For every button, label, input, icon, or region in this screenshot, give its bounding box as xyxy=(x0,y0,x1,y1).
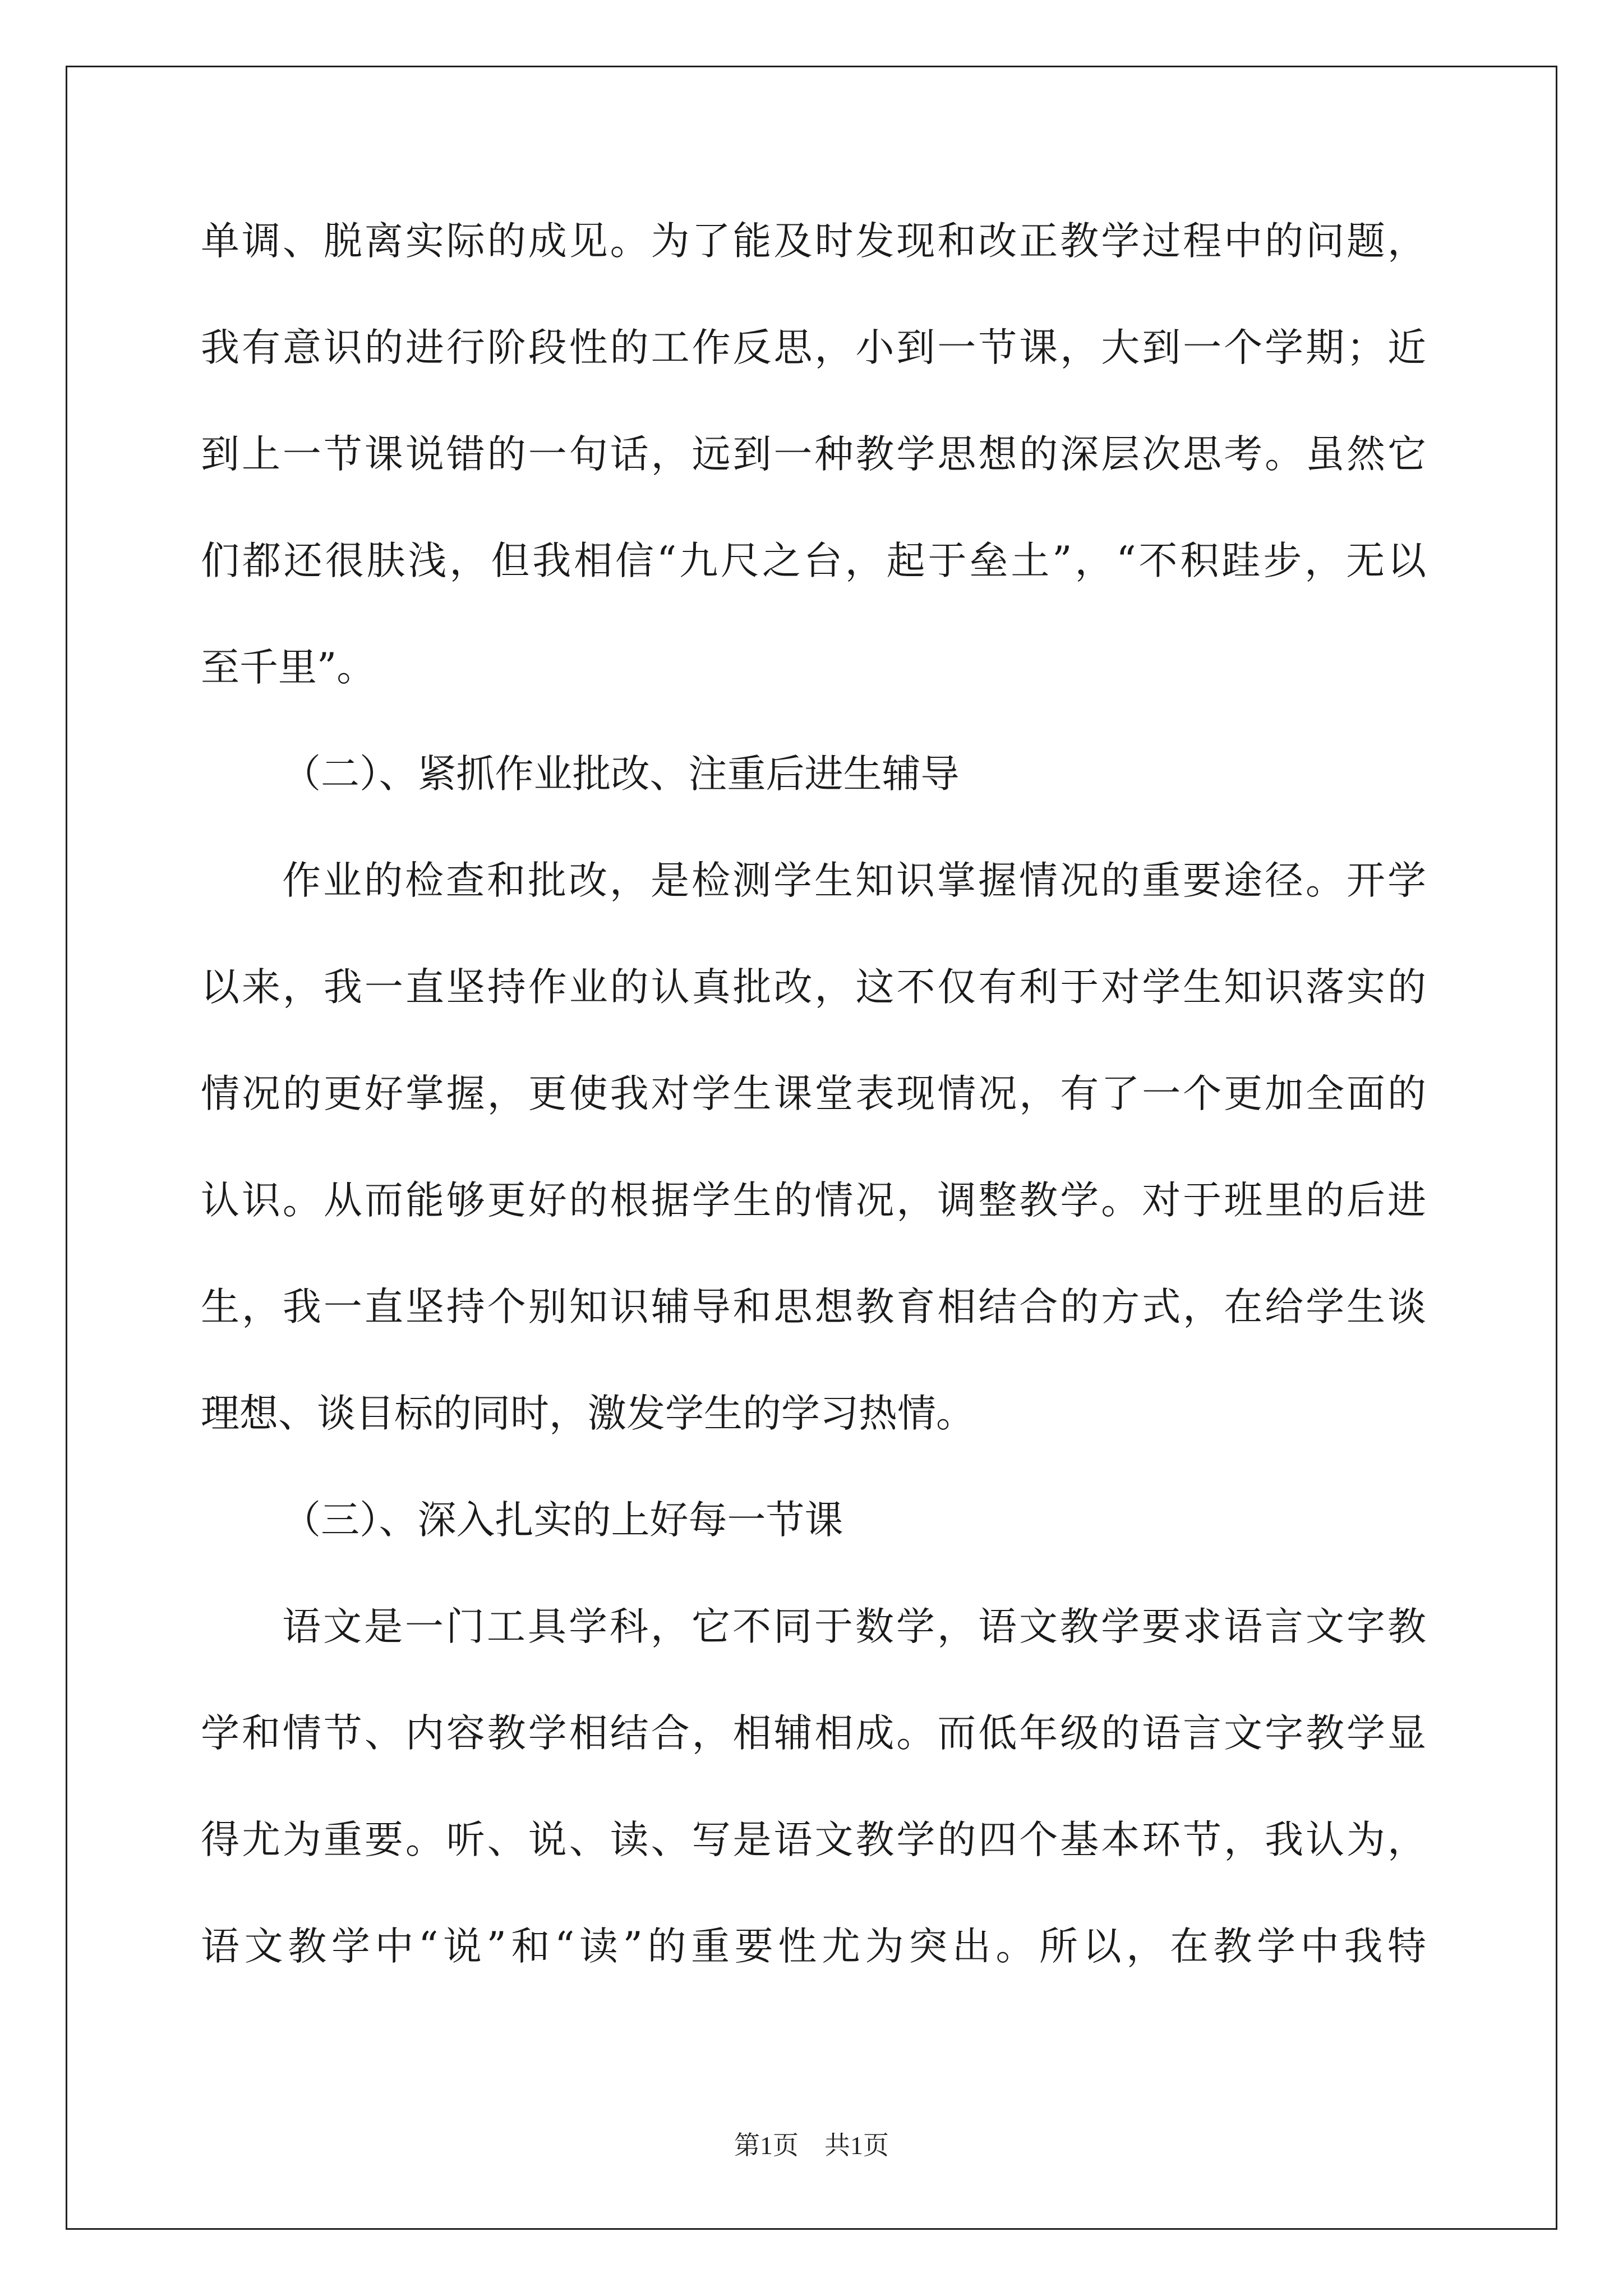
text-line: 认识。从而能够更好的根据学生的情况，调整教学。对于班里的后进 xyxy=(201,1178,1426,1223)
text-line: 情况的更好掌握，更使我对学生课堂表现情况，有了一个更加全面的 xyxy=(201,1071,1426,1116)
total-pages: 共1页 xyxy=(824,2131,889,2160)
text-line: 得尤为重要。听、说、读、写是语文教学的四个基本环节，我认为， xyxy=(201,1818,1426,1862)
section-heading: （三）、深入扎实的上好每一节课 xyxy=(282,1498,843,1543)
text-line: 到上一节课说错的一句话，远到一种教学思想的深层次思考。虽然它 xyxy=(201,432,1426,477)
text-line: 语文教学中“说”和“读”的重要性尤为突出。所以，在教学中我特 xyxy=(201,1924,1426,1969)
text-line: 语文是一门工具学科，它不同于数学，语文教学要求语言文字教 xyxy=(282,1604,1426,1649)
text-line: 我有意识的进行阶段性的工作反思，小到一节课，大到一个学期；近 xyxy=(201,325,1426,370)
text-line: 理想、谈目标的同时，激发学生的学习热情。 xyxy=(201,1391,975,1436)
text-line: 以来，我一直坚持作业的认真批改，这不仅有利于对学生知识落实的 xyxy=(201,965,1426,1010)
text-line: 作业的检查和批改，是检测学生知识掌握情况的重要途径。开学 xyxy=(282,858,1426,903)
page-number: 第1页 xyxy=(734,2131,799,2160)
page-footer xyxy=(0,2125,1623,2162)
text-line: 至千里”。 xyxy=(201,645,376,690)
text-line: 们都还很肤浅，但我相信“九尺之台，起于垒土”，“不积跬步，无以 xyxy=(201,539,1426,583)
section-heading: （二）、紧抓作业批改、注重后进生辅导 xyxy=(282,752,960,797)
text-line: 生，我一直坚持个别知识辅导和思想教育相结合的方式，在给学生谈 xyxy=(201,1285,1426,1329)
text-line: 单调、脱离实际的成见。为了能及时发现和改正教学过程中的问题， xyxy=(201,219,1426,264)
document-body xyxy=(201,188,1426,2000)
text-line: 学和情节、内容教学相结合，相辅相成。而低年级的语言文字教学显 xyxy=(201,1711,1426,1756)
